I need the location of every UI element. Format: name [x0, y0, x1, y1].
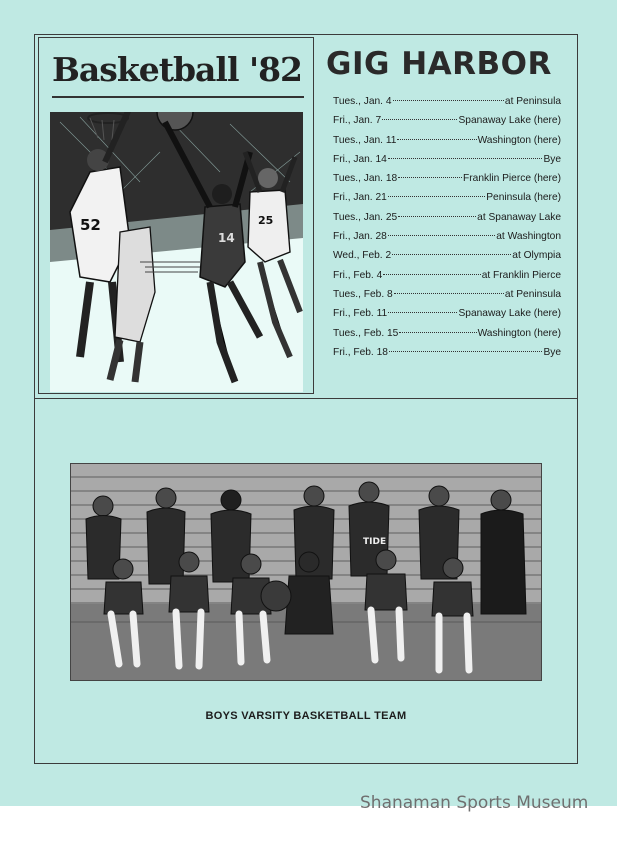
leader-dots: [392, 254, 511, 255]
basketball-action-illustration: [50, 112, 303, 392]
schedule-row: [333, 231, 561, 250]
leader-dots: [394, 293, 504, 294]
game-opponent: Franklin Pierce (here): [463, 173, 561, 185]
basketball-82-logo: Basketball '82: [52, 50, 302, 89]
leader-dots: [382, 119, 457, 120]
game-opponent: at Peninsula: [504, 96, 561, 107]
leader-dots: [388, 196, 485, 197]
game-opponent: Spanaway Lake (here): [458, 308, 561, 320]
section-divider: [34, 398, 578, 399]
team-caption: BOYS VARSITY BASKETBALL TEAM: [205, 710, 407, 722]
game-opponent: Washington (here): [477, 327, 561, 339]
game-opponent: Spanaway Lake (here): [458, 115, 561, 127]
schedule-row: [333, 328, 561, 347]
leader-dots: [397, 139, 476, 140]
game-date: Tues., Feb. 15: [333, 327, 399, 339]
schedule-row: [333, 154, 561, 173]
leader-dots: [388, 235, 495, 236]
schedule-row: [333, 115, 561, 134]
schedule-row: [333, 135, 561, 154]
game-opponent: Peninsula (here): [486, 192, 561, 204]
game-date: Fri., Jan. 21: [333, 192, 387, 204]
jersey-number-52: 52: [80, 216, 101, 234]
leader-dots: [388, 312, 457, 313]
game-date: Fri., Jan. 28: [333, 231, 387, 243]
leader-dots: [388, 158, 543, 159]
museum-watermark: Shanaman Sports Museum: [360, 793, 589, 813]
game-date: Tues., Jan. 18: [333, 173, 398, 185]
schedule-row: [333, 250, 561, 269]
game-date: Fri., Jan. 14: [333, 153, 387, 165]
jersey-number-14: 14: [218, 231, 235, 245]
game-opponent: at Franklin Pierce: [481, 269, 561, 281]
leader-dots: [398, 216, 476, 217]
game-date: Wed., Feb. 2: [333, 250, 392, 262]
game-date: Tues., Jan. 25: [333, 211, 398, 223]
game-schedule: [333, 96, 561, 366]
game-opponent: at Olympia: [512, 250, 561, 262]
school-name: GIG HARBOR: [326, 46, 552, 82]
game-date: Fri., Feb. 11: [333, 308, 388, 320]
game-date: Tues., Jan. 11: [333, 134, 397, 146]
schedule-row: [333, 270, 561, 289]
leader-dots: [398, 177, 462, 178]
game-opponent: Washington (here): [477, 134, 561, 146]
game-opponent: Bye: [543, 346, 561, 358]
team-photo: [70, 463, 542, 681]
game-date: Fri., Jan. 7: [333, 115, 382, 127]
game-date: Fri., Feb. 4: [333, 269, 383, 281]
game-date: Tues., Feb. 8: [333, 288, 393, 300]
leader-dots: [399, 332, 476, 333]
leader-dots: [393, 100, 504, 101]
game-opponent: at Spanaway Lake: [477, 211, 561, 223]
schedule-row: [333, 192, 561, 211]
schedule-row: [333, 289, 561, 308]
leader-dots: [383, 274, 480, 275]
schedule-row: [333, 212, 561, 231]
game-opponent: Bye: [543, 153, 561, 165]
leader-dots: [389, 351, 543, 352]
schedule-row: [333, 96, 561, 115]
jersey-lettering: TIDE: [363, 537, 387, 547]
game-opponent: at Peninsula: [504, 288, 561, 300]
schedule-row: [333, 308, 561, 327]
game-date: Tues., Jan. 4: [333, 96, 392, 107]
game-opponent: at Washington: [496, 231, 561, 243]
logo-underline: [52, 96, 304, 98]
game-date: Fri., Feb. 18: [333, 346, 388, 358]
schedule-row: [333, 173, 561, 192]
jersey-number-25: 25: [258, 214, 274, 227]
schedule-row: [333, 347, 561, 366]
